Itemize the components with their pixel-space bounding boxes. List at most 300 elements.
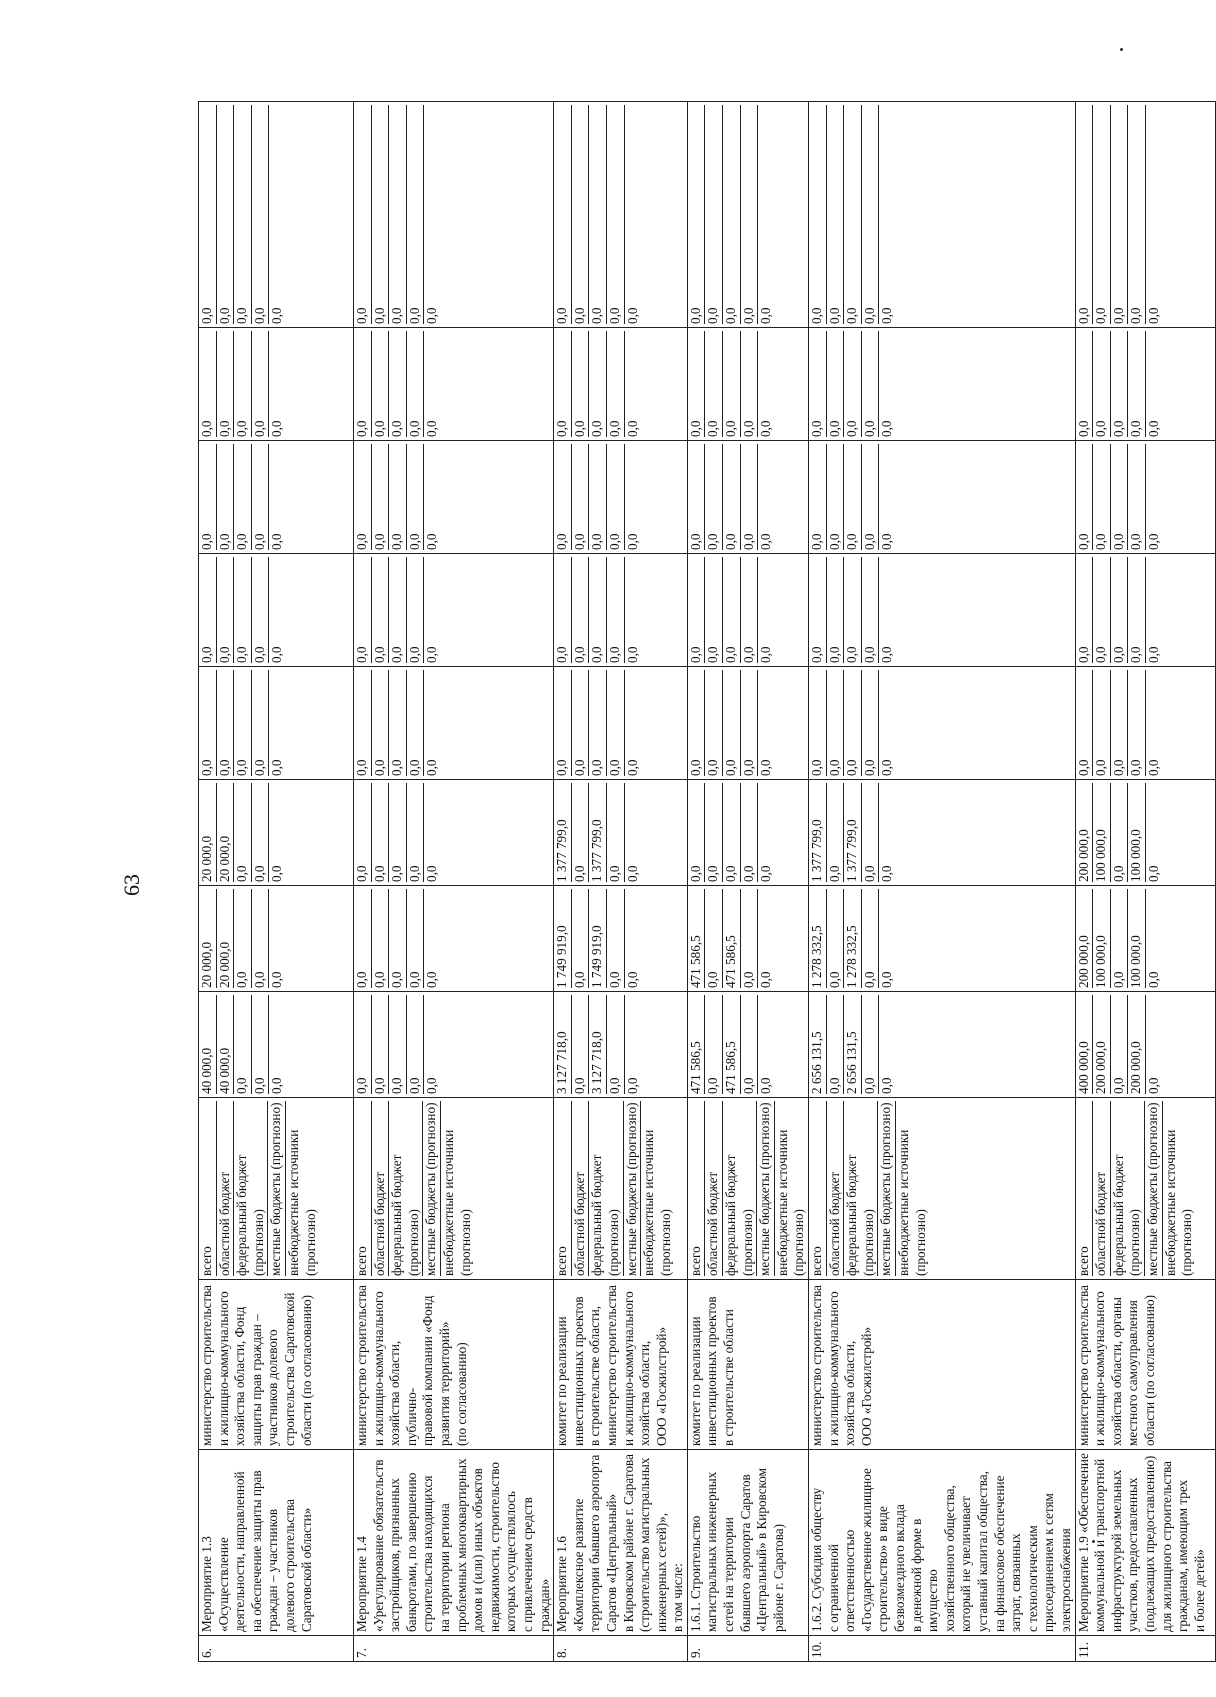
amount-value: 0,0 — [1128, 444, 1146, 550]
amount-value: 0,0 — [269, 759, 285, 776]
amount-column-1 — [687, 992, 808, 1098]
amount-value: 0,0 — [407, 995, 425, 1094]
amount-value: 0,0 — [1128, 670, 1146, 776]
amount-column-2 — [199, 886, 354, 992]
amount-value: 0,0 — [827, 105, 845, 324]
amount-value: 1 278 332,5 — [844, 889, 862, 988]
amount-value: 0,0 — [827, 995, 845, 1094]
amount-value: 0,0 — [624, 865, 640, 882]
funding-source-label: местные бюджеты (прогнозно) — [878, 1101, 896, 1276]
amount-value: 0,0 — [705, 670, 723, 776]
amount-value: 0,0 — [607, 444, 625, 550]
amount-value: 0,0 — [624, 971, 640, 988]
amount-value: 0,0 — [554, 670, 572, 776]
amount-value: 0,0 — [862, 783, 880, 882]
amount-value: 0,0 — [199, 331, 217, 437]
amount-value: 0,0 — [424, 759, 440, 776]
amount-value: 0,0 — [1128, 331, 1146, 437]
amount-value: 0,0 — [269, 307, 285, 324]
amount-value: 0,0 — [827, 889, 845, 988]
amount-value: 0,0 — [741, 105, 759, 324]
amount-value: 0,0 — [809, 670, 827, 776]
amount-value: 0,0 — [354, 331, 372, 437]
amount-value: 0,0 — [624, 759, 640, 776]
funding-source-label: всего — [354, 1101, 372, 1276]
amount-value: 0,0 — [589, 331, 607, 437]
amount-value: 100 000,0 — [1093, 889, 1111, 988]
amount-column-2 — [687, 886, 808, 992]
amount-value: 200 000,0 — [1128, 995, 1146, 1094]
executor: комитет по реализации инвестиционных проектов в строительстве области, министерство строительства и жилищно-коммунального хозяйства области, ООО «Госжилстрой» — [554, 1280, 688, 1450]
amount-value: 0,0 — [572, 783, 590, 882]
amount-column-5 — [809, 554, 1076, 667]
executor: министерство строительства и жилищно-коммунального хозяйства области, органы местного самоуправления области (по согласованию) — [1075, 1280, 1215, 1450]
amount-value: 0,0 — [1145, 1077, 1161, 1094]
amount-value: 200 000,0 — [1076, 889, 1094, 988]
amount-value: 0,0 — [607, 557, 625, 663]
amount-value: 0,0 — [688, 331, 706, 437]
amount-column-8 — [809, 102, 1076, 328]
amount-column-6 — [554, 441, 688, 554]
amount-value: 0,0 — [389, 995, 407, 1094]
amount-value: 0,0 — [741, 444, 759, 550]
amount-column-8 — [687, 102, 808, 328]
amount-value: 0,0 — [1128, 557, 1146, 663]
amount-column-6 — [354, 441, 554, 554]
amount-value: 0,0 — [372, 331, 390, 437]
amount-value: 0,0 — [1111, 331, 1129, 437]
amount-column-3 — [354, 780, 554, 886]
amount-column-1 — [809, 992, 1076, 1098]
funding-source-label: внебюджетные источники (прогнозно) — [1162, 1129, 1195, 1276]
amount-value: 0,0 — [827, 331, 845, 437]
funding-table — [198, 101, 1216, 1662]
amount-value: 0,0 — [1093, 331, 1111, 437]
amount-value: 0,0 — [827, 670, 845, 776]
amount-value: 0,0 — [354, 444, 372, 550]
row-number: 7. — [354, 1636, 554, 1662]
amount-value: 0,0 — [252, 783, 270, 882]
amount-column-4 — [809, 667, 1076, 780]
amount-value: 0,0 — [607, 331, 625, 437]
amount-value: 100 000,0 — [1093, 783, 1111, 882]
amount-value: 0,0 — [252, 105, 270, 324]
amount-value: 0,0 — [1093, 670, 1111, 776]
amount-value: 20 000,0 — [217, 783, 235, 882]
amount-value: 0,0 — [389, 331, 407, 437]
amount-value: 0,0 — [705, 105, 723, 324]
amount-value: 0,0 — [758, 307, 774, 324]
amount-value: 0,0 — [723, 670, 741, 776]
amount-value: 1 377 799,0 — [589, 783, 607, 882]
amount-value: 0,0 — [809, 331, 827, 437]
amount-value: 0,0 — [1076, 670, 1094, 776]
amount-value: 0,0 — [862, 444, 880, 550]
amount-column-2 — [554, 886, 688, 992]
amount-value: 0,0 — [572, 889, 590, 988]
amount-column-5 — [199, 554, 354, 667]
funding-source-label: внебюджетные источники (прогнозно) — [774, 1129, 807, 1276]
amount-value: 471 586,5 — [688, 995, 706, 1094]
amount-value: 1 377 799,0 — [844, 783, 862, 882]
amount-value: 2 656 131,5 — [809, 995, 827, 1094]
amount-column-8 — [554, 102, 688, 328]
amount-value: 0,0 — [688, 105, 706, 324]
amount-value: 20 000,0 — [199, 889, 217, 988]
funding-source-label: областной бюджет — [827, 1101, 845, 1276]
funding-source-label: областной бюджет — [1093, 1101, 1111, 1276]
amount-value: 0,0 — [844, 105, 862, 324]
amount-value: 0,0 — [572, 331, 590, 437]
amount-value: 0,0 — [389, 889, 407, 988]
amount-value: 0,0 — [879, 759, 895, 776]
amount-value: 0,0 — [741, 995, 759, 1094]
amount-value: 0,0 — [827, 783, 845, 882]
amount-value: 0,0 — [372, 783, 390, 882]
amount-value: 0,0 — [1111, 995, 1129, 1094]
amount-column-6 — [199, 441, 354, 554]
table-row — [809, 102, 1076, 1662]
amount-value: 471 586,5 — [723, 995, 741, 1094]
funding-source-label: местные бюджеты (прогнозно) — [268, 1101, 286, 1276]
amount-value: 0,0 — [389, 444, 407, 550]
amount-value: 0,0 — [572, 105, 590, 324]
amount-column-3 — [687, 780, 808, 886]
amount-value: 0,0 — [372, 670, 390, 776]
amount-value: 0,0 — [407, 889, 425, 988]
funding-source-label: федеральный бюджет (прогнозно) — [589, 1101, 623, 1276]
amount-column-2 — [809, 886, 1076, 992]
amount-value: 0,0 — [1111, 889, 1129, 988]
amount-value: 2 656 131,5 — [844, 995, 862, 1094]
amount-value: 0,0 — [234, 670, 252, 776]
amount-value: 0,0 — [705, 783, 723, 882]
amount-column-7 — [554, 328, 688, 441]
amount-value: 0,0 — [354, 995, 372, 1094]
amount-value: 471 586,5 — [688, 889, 706, 988]
amount-value: 0,0 — [1111, 783, 1129, 882]
amount-value: 0,0 — [1093, 105, 1111, 324]
amount-value: 40 000,0 — [217, 995, 235, 1094]
amount-value: 471 586,5 — [723, 889, 741, 988]
amount-value: 0,0 — [217, 105, 235, 324]
amount-value: 0,0 — [723, 105, 741, 324]
amount-value: 0,0 — [354, 105, 372, 324]
amount-value: 1 377 799,0 — [809, 783, 827, 882]
amount-value: 0,0 — [234, 331, 252, 437]
table-body — [199, 102, 1216, 1662]
funding-source-label: всего — [199, 1101, 217, 1276]
amount-value: 0,0 — [234, 444, 252, 550]
amount-value: 0,0 — [572, 670, 590, 776]
amount-value: 0,0 — [624, 307, 640, 324]
amount-value: 0,0 — [217, 444, 235, 550]
amount-value: 0,0 — [879, 307, 895, 324]
amount-value: 0,0 — [372, 995, 390, 1094]
amount-value: 0,0 — [554, 444, 572, 550]
amount-value: 0,0 — [688, 557, 706, 663]
table-row — [1075, 102, 1215, 1662]
amount-value: 0,0 — [1076, 557, 1094, 663]
amount-value: 0,0 — [723, 444, 741, 550]
row-number: 6. — [199, 1636, 354, 1662]
amount-column-4 — [1075, 667, 1215, 780]
amount-value: 0,0 — [741, 331, 759, 437]
measure-name: Мероприятие 1.6 «Комплексное развитие территории бывшего аэропорта Саратов «Центральный» в Кировском районе г. Саратова (строительство магистральных инженерных сетей)», в том числе: — [554, 1450, 688, 1636]
amount-value: 0,0 — [589, 670, 607, 776]
table-row — [687, 102, 808, 1662]
amount-value: 0,0 — [1128, 105, 1146, 324]
amount-value: 0,0 — [705, 557, 723, 663]
amount-value: 0,0 — [844, 670, 862, 776]
amount-value: 0,0 — [424, 420, 440, 437]
amount-value: 40 000,0 — [199, 995, 217, 1094]
amount-value: 0,0 — [705, 444, 723, 550]
amount-column-4 — [554, 667, 688, 780]
amount-column-4 — [687, 667, 808, 780]
amount-value: 0,0 — [827, 444, 845, 550]
amount-value: 0,0 — [372, 444, 390, 550]
amount-value: 200 000,0 — [1093, 995, 1111, 1094]
amount-value: 0,0 — [862, 995, 880, 1094]
amount-value: 0,0 — [758, 759, 774, 776]
amount-value: 0,0 — [217, 331, 235, 437]
scan-speck — [1120, 48, 1123, 51]
table-row — [554, 102, 688, 1662]
funding-source-label: областной бюджет — [705, 1101, 723, 1276]
amount-value: 0,0 — [809, 105, 827, 324]
amount-column-5 — [1075, 554, 1215, 667]
amount-value: 0,0 — [424, 971, 440, 988]
amount-value: 0,0 — [741, 557, 759, 663]
funding-source-label: всего — [1076, 1101, 1094, 1276]
amount-column-7 — [809, 328, 1076, 441]
amount-value: 0,0 — [424, 307, 440, 324]
amount-value: 0,0 — [741, 783, 759, 882]
amount-column-7 — [354, 328, 554, 441]
amount-value: 0,0 — [372, 557, 390, 663]
amount-value: 0,0 — [1111, 557, 1129, 663]
amount-value: 0,0 — [862, 105, 880, 324]
amount-column-4 — [199, 667, 354, 780]
amount-value: 100 000,0 — [1128, 889, 1146, 988]
amount-value: 0,0 — [269, 420, 285, 437]
amount-column-2 — [354, 886, 554, 992]
amount-value: 0,0 — [624, 1077, 640, 1094]
amount-value: 0,0 — [554, 105, 572, 324]
amount-value: 0,0 — [827, 557, 845, 663]
amount-value: 0,0 — [589, 105, 607, 324]
amount-value: 0,0 — [879, 865, 895, 882]
row-number: 8. — [554, 1636, 688, 1662]
amount-value: 200 000,0 — [1076, 783, 1094, 882]
funding-source-label: внебюджетные источники (прогнозно) — [440, 1129, 473, 1276]
amount-column-7 — [199, 328, 354, 441]
amount-value: 0,0 — [1093, 444, 1111, 550]
rotated-table-wrapper — [198, 102, 1207, 1662]
amount-value: 0,0 — [607, 995, 625, 1094]
amount-value: 0,0 — [607, 889, 625, 988]
amount-value: 0,0 — [572, 444, 590, 550]
amount-column-3 — [809, 780, 1076, 886]
amount-value: 0,0 — [269, 865, 285, 882]
amount-value: 0,0 — [862, 670, 880, 776]
funding-source-label: внебюджетные источники (прогнозно) — [285, 1129, 318, 1276]
funding-source-label: всего — [809, 1101, 827, 1276]
amount-value: 0,0 — [879, 646, 895, 663]
amount-value: 0,0 — [354, 557, 372, 663]
amount-value: 0,0 — [389, 105, 407, 324]
executor: министерство строительства и жилищно-коммунального хозяйства области, Фонд защиты прав граждан – участников долевого строительства Саратовской области (по согласованию) — [199, 1280, 354, 1450]
amount-value: 0,0 — [741, 889, 759, 988]
amount-value: 0,0 — [234, 557, 252, 663]
amount-value: 0,0 — [269, 533, 285, 550]
amount-value: 0,0 — [234, 889, 252, 988]
amount-value: 1 278 332,5 — [809, 889, 827, 988]
amount-value: 0,0 — [1145, 759, 1161, 776]
amount-value: 0,0 — [758, 1077, 774, 1094]
amount-value: 0,0 — [1076, 444, 1094, 550]
amount-value: 0,0 — [269, 646, 285, 663]
page-number: 63 — [119, 874, 144, 896]
amount-column-1 — [554, 992, 688, 1098]
amount-value: 0,0 — [407, 105, 425, 324]
row-number: 11. — [1075, 1636, 1215, 1662]
amount-value: 0,0 — [1145, 533, 1161, 550]
amount-value: 0,0 — [879, 971, 895, 988]
amount-value: 0,0 — [252, 670, 270, 776]
amount-value: 0,0 — [199, 557, 217, 663]
measure-name: 1.6.2. Субсидия обществу с ограниченной ответственностью «Государственное жилищное строительство» в виде безвозмездного вклада в денежной форме в имущество хозяйственного общества, который не увеличивает уставный капитал общества, на финансовое обеспечение затрат, связанных с технологическим присоединением к сетям электроснабжения — [809, 1450, 1076, 1636]
table-row — [354, 102, 554, 1662]
funding-source-label: местные бюджеты (прогнозно) — [757, 1101, 775, 1276]
amount-value: 0,0 — [354, 783, 372, 882]
amount-value: 0,0 — [1145, 865, 1161, 882]
amount-value: 0,0 — [1076, 331, 1094, 437]
amount-value: 0,0 — [354, 670, 372, 776]
amount-value: 0,0 — [424, 533, 440, 550]
funding-sources — [809, 1098, 1076, 1280]
amount-value: 0,0 — [589, 444, 607, 550]
amount-column-8 — [199, 102, 354, 328]
funding-sources — [199, 1098, 354, 1280]
amount-value: 0,0 — [199, 444, 217, 550]
amount-column-5 — [354, 554, 554, 667]
amount-value: 20 000,0 — [199, 783, 217, 882]
amount-value: 1 749 919,0 — [589, 889, 607, 988]
funding-source-label: федеральный бюджет (прогнозно) — [1111, 1101, 1145, 1276]
funding-source-label: всего — [554, 1101, 572, 1276]
amount-value: 0,0 — [217, 557, 235, 663]
funding-sources — [354, 1098, 554, 1280]
amount-value: 0,0 — [879, 420, 895, 437]
amount-value: 0,0 — [844, 331, 862, 437]
amount-column-2 — [1075, 886, 1215, 992]
amount-value: 0,0 — [688, 444, 706, 550]
amount-value: 0,0 — [1145, 420, 1161, 437]
amount-column-6 — [1075, 441, 1215, 554]
amount-value: 0,0 — [389, 783, 407, 882]
amount-value: 0,0 — [705, 331, 723, 437]
executor: министерство строительства и жилищно-коммунального хозяйства области, публично- правовой компании «Фонд развития территорий» (по согласованию) — [354, 1280, 554, 1450]
amount-value: 0,0 — [1111, 105, 1129, 324]
measure-name: 1.6.1. Строительство магистральных инженерных сетей на территории бывшего аэропорта Саратов «Центральный» в Кировском районе г. Саратова) — [687, 1450, 808, 1636]
funding-sources — [554, 1098, 688, 1280]
amount-value: 0,0 — [217, 670, 235, 776]
amount-column-5 — [687, 554, 808, 667]
amount-value: 0,0 — [372, 889, 390, 988]
amount-value: 0,0 — [879, 1077, 895, 1094]
table-row — [199, 102, 354, 1662]
amount-value: 0,0 — [269, 1077, 285, 1094]
amount-value: 20 000,0 — [217, 889, 235, 988]
amount-value: 1 377 799,0 — [554, 783, 572, 882]
amount-column-7 — [687, 328, 808, 441]
amount-value: 0,0 — [624, 646, 640, 663]
amount-value: 0,0 — [758, 971, 774, 988]
amount-value: 0,0 — [607, 105, 625, 324]
amount-column-6 — [809, 441, 1076, 554]
funding-source-label: федеральный бюджет (прогнозно) — [723, 1101, 757, 1276]
amount-value: 0,0 — [624, 533, 640, 550]
amount-value: 0,0 — [844, 557, 862, 663]
amount-column-3 — [199, 780, 354, 886]
amount-value: 0,0 — [234, 105, 252, 324]
amount-value: 0,0 — [624, 420, 640, 437]
amount-value: 0,0 — [758, 865, 774, 882]
amount-value: 0,0 — [234, 995, 252, 1094]
amount-value: 0,0 — [1076, 105, 1094, 324]
amount-column-1 — [1075, 992, 1215, 1098]
amount-value: 0,0 — [554, 331, 572, 437]
amount-value: 0,0 — [688, 783, 706, 882]
amount-column-6 — [687, 441, 808, 554]
amount-column-1 — [354, 992, 554, 1098]
funding-source-label: местные бюджеты (прогнозно) — [624, 1101, 642, 1276]
amount-value: 0,0 — [424, 646, 440, 663]
amount-value: 0,0 — [252, 557, 270, 663]
funding-source-label: внебюджетные источники (прогнозно) — [896, 1129, 928, 1276]
funding-source-label: местные бюджеты (прогнозно) — [1145, 1101, 1163, 1276]
amount-value: 0,0 — [252, 444, 270, 550]
amount-value: 0,0 — [389, 670, 407, 776]
amount-value: 0,0 — [572, 995, 590, 1094]
amount-column-3 — [1075, 780, 1215, 886]
executor: комитет по реализации инвестиционных проектов в строительстве области — [687, 1280, 808, 1450]
amount-value: 0,0 — [424, 1077, 440, 1094]
amount-value: 0,0 — [607, 670, 625, 776]
amount-column-7 — [1075, 328, 1215, 441]
funding-source-label: областной бюджет — [372, 1101, 390, 1276]
amount-value: 0,0 — [758, 646, 774, 663]
amount-value: 0,0 — [407, 331, 425, 437]
amount-value: 3 127 718,0 — [554, 995, 572, 1094]
amount-value: 1 749 919,0 — [554, 889, 572, 988]
amount-value: 0,0 — [809, 444, 827, 550]
executor: министерство строительства и жилищно-коммунального хозяйства области, ООО «Госжилстрой» — [809, 1280, 1076, 1450]
amount-value: 0,0 — [809, 557, 827, 663]
amount-value: 0,0 — [705, 995, 723, 1094]
funding-source-label: внебюджетные источники (прогнозно) — [641, 1129, 673, 1276]
amount-value: 0,0 — [862, 557, 880, 663]
amount-value: 0,0 — [844, 444, 862, 550]
amount-value: 0,0 — [1145, 646, 1161, 663]
amount-value: 0,0 — [1145, 307, 1161, 324]
amount-value: 0,0 — [758, 420, 774, 437]
amount-column-8 — [354, 102, 554, 328]
funding-source-label: областной бюджет — [217, 1101, 235, 1276]
funding-sources — [1075, 1098, 1215, 1280]
